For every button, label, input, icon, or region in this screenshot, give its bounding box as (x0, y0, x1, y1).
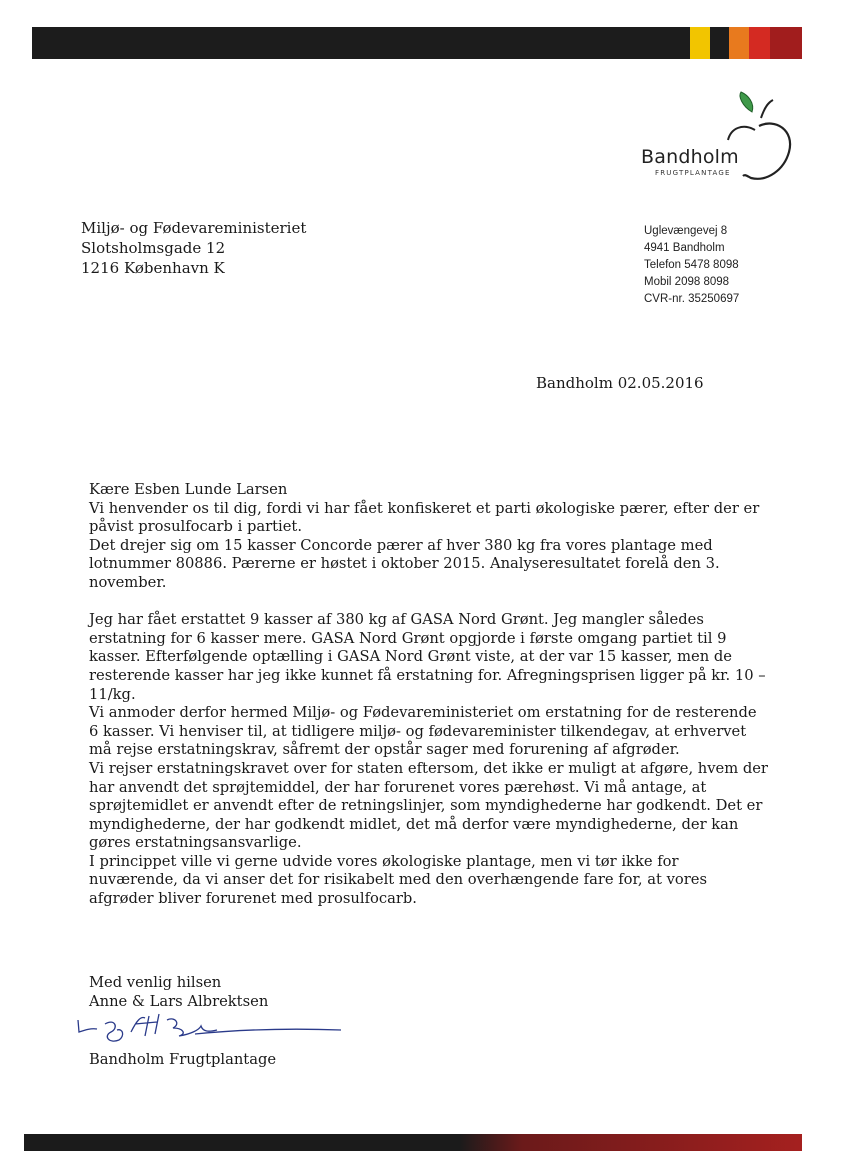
closing-greeting: Med venlig hilsen (89, 974, 222, 991)
logo-subtitle: FRUGTPLANTAGE (655, 169, 731, 177)
header-stripe-yellow (690, 27, 710, 59)
recipient-line: Miljø- og Fødevareministeriet (81, 219, 307, 237)
header-stripe-orange (729, 27, 749, 59)
header-color-bar (32, 27, 802, 59)
handwritten-signature-icon (75, 1010, 345, 1048)
logo-name: Bandholm (641, 146, 739, 168)
header-stripe-darkred (770, 27, 802, 59)
recipient-line: 1216 København K (81, 259, 225, 277)
sender-line: 4941 Bandholm (644, 242, 725, 254)
salutation: Kære Esben Lunde Larsen (89, 481, 288, 498)
closing-block (89, 973, 268, 1011)
recipient-line: Slotsholmsgade 12 (81, 239, 226, 257)
body-paragraph: Jeg har fået erstattet 9 kasser af 380 kg af GASA Nord Grønt. Jeg mangler således erstatning for 6 kasser mere. GASA Nord Grønt opgjorde i første omgang partiet til 9 kasser. Efterfølgende optælling i GASA Nord Grønt viste, at der var 15 kasser, men de resterende kasser har jeg ikke kunnet få erstatning for. Afregningsprisen ligger på kr. 10 – 11/kg. (89, 611, 766, 703)
footer-color-bar (24, 1134, 802, 1151)
sender-line: CVR-nr. 35250697 (644, 293, 740, 305)
body-paragraph: Det drejer sig om 15 kasser Concorde pærer af hver 380 kg fra vores plantage med lotnummer 80886. Pærerne er høstet i oktober 2015. Analyseresultatet forelå den 3. november. (89, 536, 720, 591)
body-paragraph: Vi anmoder derfor hermed Miljø- og Fødevareministeriet om erstatning for de resterende 6 kasser. Vi henviser til, at tidligere miljø- og fødevareminister tilkendegav, at erhvervet må rejse erstatningskrav, såfremt der opstår sager med forurening af afgrøder. (89, 704, 757, 759)
letter-body (89, 481, 769, 909)
sender-line: Uglevængevej 8 (644, 225, 728, 237)
body-paragraph: I princippet ville vi gerne udvide vores økologiske plantage, men vi tør ikke for nuværende, da vi anser det for risikabelt med den overhængende fare for, at vores afgrøder bliver forurenet med prosulfocarb. (89, 852, 707, 908)
body-paragraph: Vi henvender os til dig, fordi vi har fået konfiskeret et parti økologiske pærer, efter der er påvist prosulfocarb i partiet. (89, 499, 760, 536)
company-signature-name: Bandholm Frugtplantage (89, 1051, 277, 1068)
body-paragraph: Vi rejser erstatningskravet over for staten eftersom, det ikke er muligt at afgøre, hvem der har anvendt det sprøjtemiddel, der har forurenet vores pærehøst. Vi må antage, at sprøjtemidlet er anvendt efter de retningslinjer, som myndighederne har godkendt. Det er myndighederne, der har godkendt midlet, det må derfor være myndighederne, der kan gøres erstatningsansvarlige. (89, 759, 768, 852)
letter-date: Bandholm 02.05.2016 (536, 374, 704, 392)
recipient-address (81, 218, 306, 278)
sender-line: Mobil 2098 8098 (644, 276, 730, 288)
header-stripe-red (749, 27, 770, 59)
sender-address (644, 223, 739, 308)
sender-line: Telefon 5478 8098 (644, 259, 739, 271)
closing-names: Anne & Lars Albrektsen (89, 993, 269, 1010)
